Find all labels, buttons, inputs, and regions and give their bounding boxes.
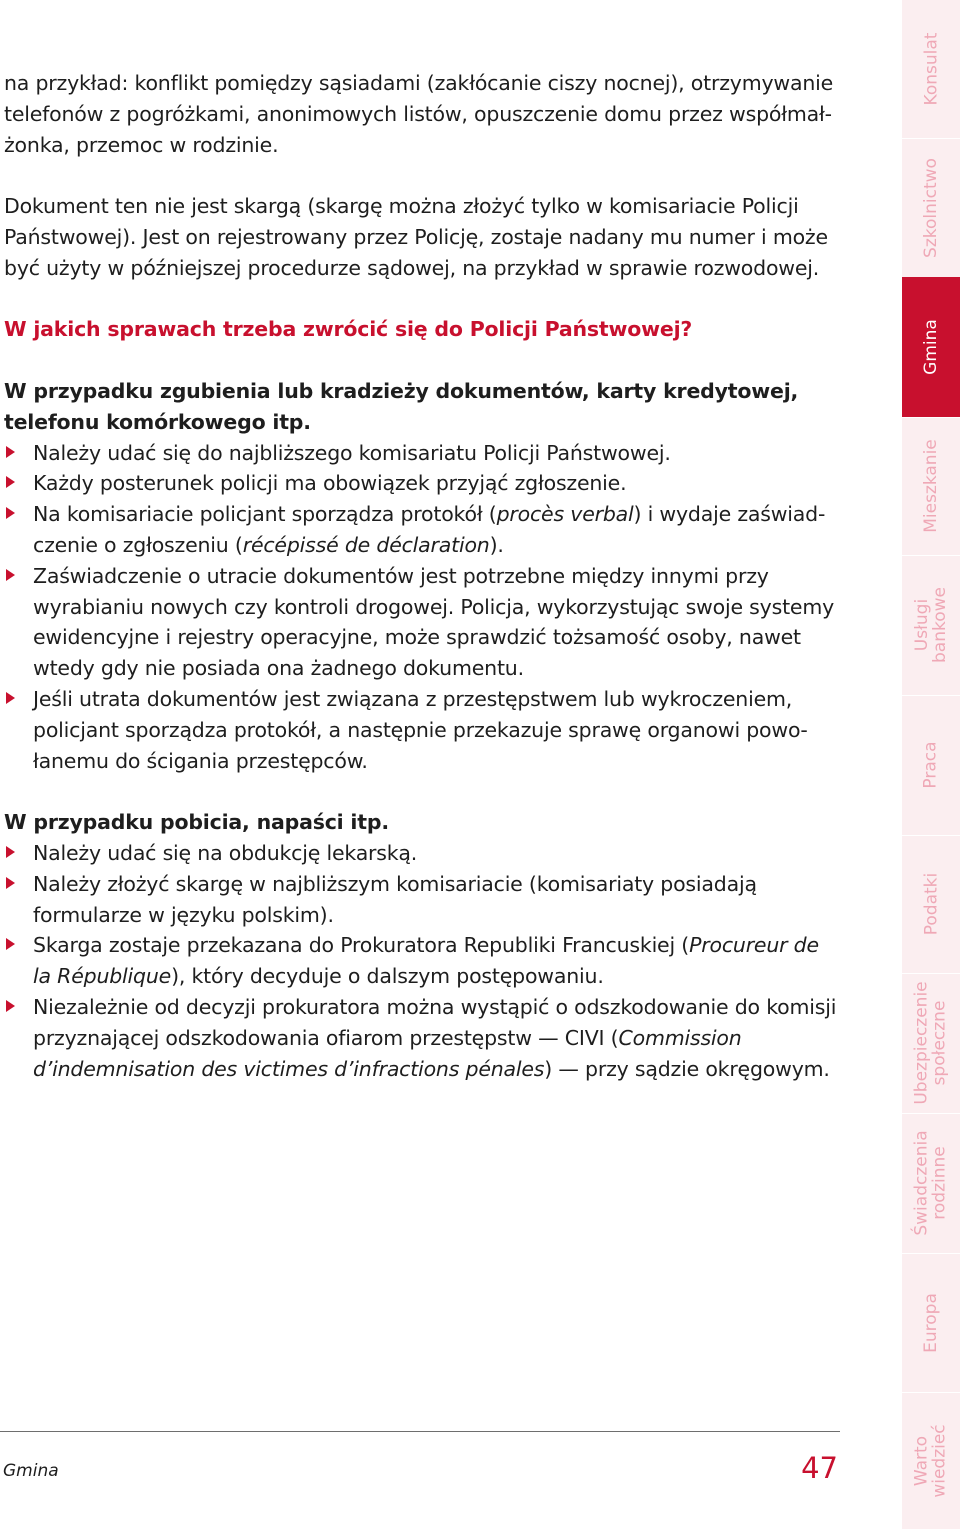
- bullet-arrow-icon: [6, 446, 15, 458]
- spacer: [4, 284, 842, 315]
- bullet-item: [4, 992, 842, 1084]
- bullet-item: [4, 930, 842, 992]
- tab-konsulat[interactable]: [902, 0, 960, 139]
- tab-swiadczenia-rodzinne[interactable]: [902, 1113, 960, 1254]
- tab-europa[interactable]: [902, 1253, 960, 1393]
- bullet-arrow-icon: [6, 476, 15, 488]
- bullet-item: [4, 438, 842, 469]
- bullet-text: ) — przy sądzie okręgowym.: [544, 1056, 830, 1081]
- tab-label: Konsulat: [921, 32, 942, 106]
- tab-gmina[interactable]: [902, 277, 960, 418]
- tab-szkolnictwo[interactable]: [902, 138, 960, 278]
- intro-paragraph: Dokument ten nie jest skargą (skargę można złożyć tylko w komisariacie Policji Państwowej). Jest on rejestrowany przez Policję, zostaje nadany mu numer i może być użyty w późniejszej procedurze sądowej, na przykład w sprawie rozwodowej.: [4, 194, 828, 280]
- tab-mieszkanie[interactable]: [902, 417, 960, 556]
- bullet-arrow-icon: [6, 877, 15, 889]
- bullet-text: Należy udać się na obdukcję lekarską.: [33, 840, 418, 865]
- tab-label: Warto wiedzieć: [912, 1423, 950, 1498]
- tab-label: Szkolnictwo: [921, 157, 941, 258]
- bullet-text: ) i wydaje zaświadczenie o zgłoszeniu (: [33, 502, 826, 557]
- bullet-text: ), który decyduje o dalszym postępowaniu.: [171, 964, 604, 989]
- tab-label: Usługi bankowe: [912, 587, 950, 663]
- bullet-item: [4, 561, 842, 684]
- question-heading: W jakich sprawach trzeba zwrócić się do Policji Państwowej?: [4, 317, 693, 342]
- page-number: 47: [801, 1451, 838, 1485]
- bullet-text: ).: [489, 532, 504, 557]
- tab-ubezpieczenie-spoleczne[interactable]: [902, 973, 960, 1114]
- spacer: [4, 345, 842, 376]
- bullet-text: Każdy posterunek policji ma obowiązek przyjąć zgłoszenie.: [33, 471, 627, 496]
- section-tabs: [902, 0, 960, 1529]
- bullet-arrow-icon: [6, 507, 15, 519]
- tab-uslugi-bankowe[interactable]: [902, 555, 960, 696]
- bullet-arrow-icon: [6, 938, 15, 950]
- bullet-text: Należy złożyć skargę w najbliższym komisariacie (komisariaty posiadają formularze w języku polskim).: [33, 871, 757, 927]
- tab-label: Europa: [921, 1292, 941, 1353]
- assault-bullet-list: [4, 838, 842, 1084]
- bullet-text: Zaświadczenie o utracie dokumentów jest potrzebne między innymi przy wyrabianiu nowych czy kontroli drogowej. Policja, wykorzystując swoje systemy ewidencyjne i rejestry operacyjne, może sprawdzić tożsamość osoby, nawet wtedy gdy nie posiada ona żadnego dokumentu.: [33, 563, 835, 681]
- bullet-arrow-icon: [6, 1000, 15, 1012]
- bullet-item: [4, 468, 842, 499]
- section-heading-documents: W przypadku zgubienia lub kradzieży dokumentów, karty kredytowej, telefonu komórkowego itp.: [4, 378, 799, 434]
- bullet-item: [4, 838, 842, 869]
- bullet-item: [4, 684, 842, 776]
- tab-label: Podatki: [921, 872, 941, 936]
- documents-bullet-list: [4, 438, 842, 777]
- footer-divider: [0, 1431, 840, 1432]
- tab-label: Mieszkanie: [921, 439, 941, 533]
- footer-section-label: Gmina: [3, 1461, 59, 1481]
- tab-label: Gmina: [921, 319, 941, 375]
- tab-podatki[interactable]: [902, 835, 960, 974]
- spacer: [4, 160, 842, 191]
- bullet-term: Procureur de la République: [33, 933, 819, 989]
- bullet-term: procès verbal: [496, 502, 634, 527]
- tab-label: Ubezpieczenie społeczne: [912, 981, 950, 1105]
- bullet-text: Skarga zostaje przekazana do Prokuratora Republiki Francuskiej (: [33, 933, 690, 958]
- section-heading-assault: W przypadku pobicia, napaści itp.: [4, 810, 389, 835]
- main-content: [4, 68, 842, 1084]
- bullet-arrow-icon: [6, 692, 15, 704]
- bullet-item: [4, 499, 842, 561]
- bullet-term: Commission d’indemnisation des victimes d’infractions pénales: [33, 1025, 742, 1081]
- tab-praca[interactable]: [902, 695, 960, 836]
- bullet-text: Należy udać się do najbliższego komisariatu Policji Państwowej.: [33, 440, 671, 465]
- bullet-arrow-icon: [6, 846, 15, 858]
- bullet-text: Niezależnie od decyzji prokuratora można wystąpić o odszkodowanie do komisji przyznającej odszkodowania ofiarom przestępstw — CIVI (: [33, 994, 837, 1050]
- intro-paragraph: na przykład: konflikt pomiędzy sąsiadami (zakłócanie ciszy nocnej), otrzymywanie telefonów z pogróżkami, anonimowych listów, opuszczenie domu przez współmałżonka, przemoc w rodzinie.: [4, 71, 834, 157]
- tab-warto-wiedziec[interactable]: [902, 1392, 960, 1529]
- tab-label: Praca: [921, 741, 941, 789]
- bullet-text: Jeśli utrata dokumentów jest związana z przestępstwem lub wykroczeniem, policjant sporządza protokół, a następnie przekazuje sprawę organowi powołanemu do ścigania przestępców.: [33, 686, 808, 773]
- bullet-item: [4, 869, 842, 931]
- tab-label: Świadczenia rodzinne: [912, 1130, 950, 1236]
- spacer: [4, 776, 842, 807]
- bullet-term: récépissé de déclaration: [242, 532, 490, 557]
- bullet-text: Na komisariacie policjant sporządza protokół (: [33, 502, 497, 527]
- bullet-arrow-icon: [6, 569, 15, 581]
